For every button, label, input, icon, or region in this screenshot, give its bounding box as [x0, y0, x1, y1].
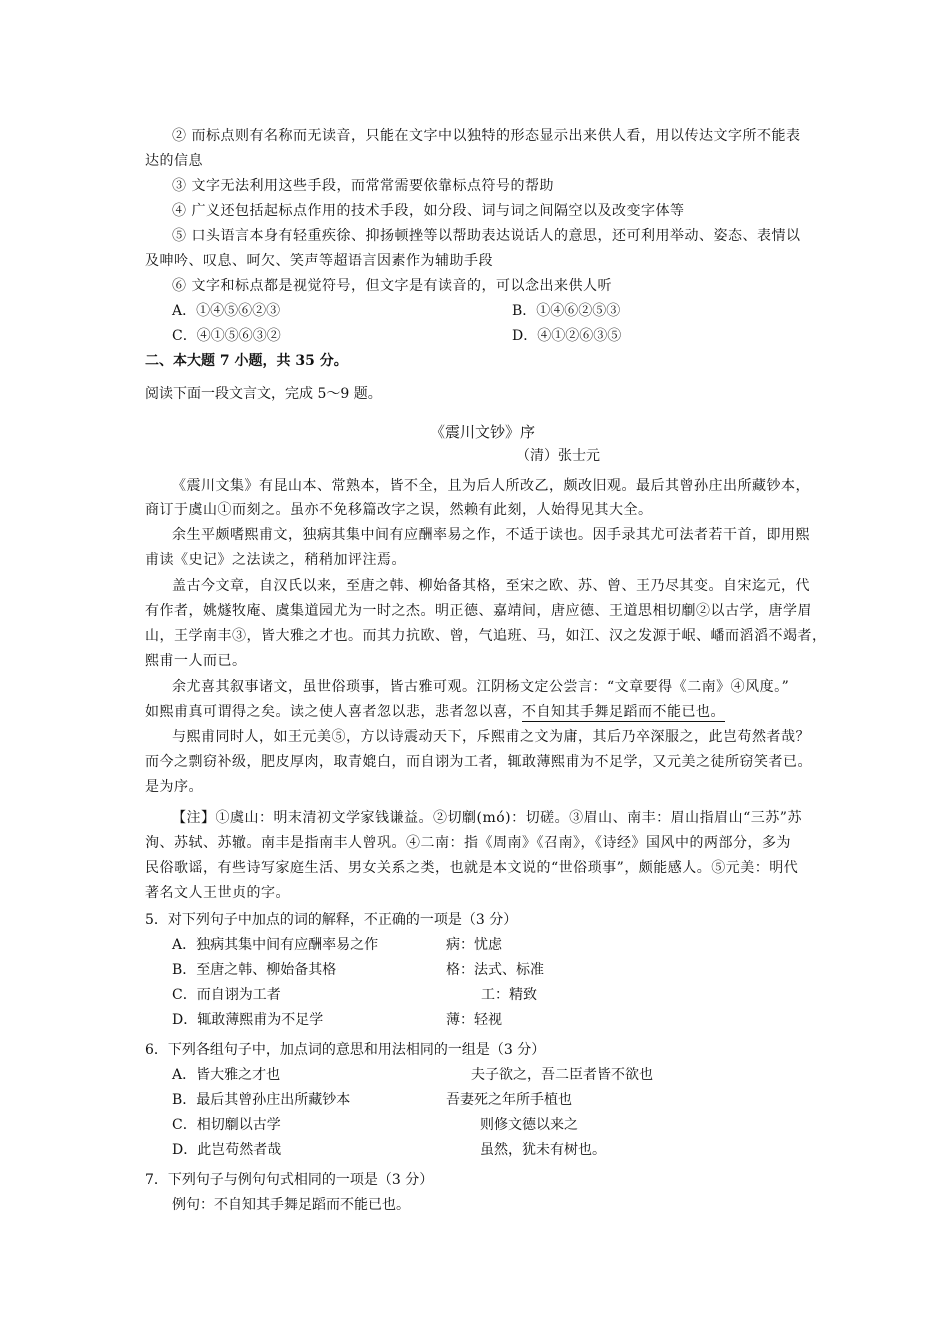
q7-example: 例句：不自知其手舞足蹈而不能已也。 — [172, 1197, 410, 1213]
passage-line-7: 山，王学南丰③，皆大雅之才也。而其力抗欧、曾，气追班、马，如江、汉之发源于岷、嶓而滔滔不竭者， — [145, 628, 827, 644]
q6-option-c-left: C．相切劘以古学 — [172, 1117, 281, 1133]
q5-gloss-c: 工：精致 — [481, 987, 537, 1003]
passage-line-13: 是为序。 — [145, 779, 203, 795]
q6-option-d-right: 虽然，犹未有树也。 — [480, 1142, 606, 1158]
notes-line-3: 民俗歌谣，有些诗写家庭生活、男女关系之类，也就是本文说的“世俗琐事”，颇能感人。⑤元美：明代 — [145, 860, 799, 876]
passage-line-4: 甫读《史记》之法读之，稍稍加评注焉。 — [145, 552, 406, 568]
q4-item-2-line2: 达的信息 — [145, 153, 203, 169]
q4-item-4: ④ 广义还包括起标点作用的技术手段，如分段、词与词之间隔空以及改变字体等 — [172, 203, 685, 219]
passage-line-12: 而今之剽窃补级，肥皮厚肉，取青媲白，而自诩为工者，辄敢薄熙甫为不足学，又元美之徒所窃笑者已。 — [145, 754, 812, 770]
q6-option-a-left: A．皆大雅之才也 — [172, 1067, 281, 1083]
q4-option-c: C．④①⑤⑥③② — [172, 328, 281, 344]
q6-stem: 6．下列各组句子中，加点词的意思和用法相同的一组是（3 分） — [145, 1042, 546, 1058]
q5-gloss-a: 病：忧虑 — [446, 937, 502, 953]
passage-line-10 — [145, 702, 725, 722]
section-2-heading: 二、本大题 7 小题，共 35 分。 — [145, 353, 348, 369]
passage-line-8: 熙甫一人而已。 — [145, 653, 247, 669]
q5-stem: 5．对下列句子中加点的词的解释，不正确的一项是（3 分） — [145, 912, 518, 928]
q6-option-b-right: 吾妻死之年所手植也 — [446, 1092, 572, 1108]
q6-option-b-left: B．最后其曾孙庄出所藏钞本 — [172, 1092, 351, 1108]
notes-line-2: 洵、苏轼、苏辙。南丰是指南丰人曾巩。④二南：指《周南》《召南》，《诗经》国风中的两部分，多为 — [145, 835, 791, 851]
q4-item-6: ⑥ 文字和标点都是视觉符号，但文字是有读音的，可以念出来供人听 — [172, 278, 612, 294]
q4-item-5-line2: 及呻吟、叹息、呵欠、笑声等超语言因素作为辅助手段 — [145, 253, 493, 269]
q6-option-a-right: 夫子欲之，吾二臣者皆不欲也 — [471, 1067, 653, 1083]
section-2-intro: 阅读下面一段文言文，完成 5～9 题。 — [145, 386, 382, 402]
passage-line-5: 盖古今文章，自汉氏以来，至唐之韩、柳始备其格，至宋之欧、苏、曾、王乃尽其变。自宋迄元，代 — [172, 578, 810, 594]
passage-line-11: 与熙甫同时人，如王元美⑤，方以诗震动天下，斥熙甫之文为庸，其后乃卒深服之，此岂苟然者哉？ — [172, 729, 810, 745]
q5-gloss-d: 薄：轻视 — [446, 1012, 502, 1028]
q4-item-3: ③ 文字无法利用这些手段，而常常需要依靠标点符号的帮助 — [172, 178, 554, 194]
q7-stem: 7．下列句子与例句句式相同的一项是（3 分） — [145, 1172, 434, 1188]
q4-option-b: B．①④⑥②⑤③ — [512, 303, 621, 319]
passage-line-3: 余生平颇嗜熙甫文，独病其集中间有应酬率易之作，不适于读也。因手录其尤可法者若干首，即用熙 — [172, 527, 810, 543]
passage-title: 《震川文钞》序 — [430, 423, 536, 441]
q5-option-a: A．独病其集中间有应酬率易之作 — [172, 937, 379, 953]
q6-option-c-right: 则修文德以来之 — [480, 1117, 578, 1133]
passage-line-2: 商订于虞山①而刻之。虽亦不免移篇改字之误，然赖有此刻，人始得见其大全。 — [145, 502, 653, 518]
q4-option-d: D．④①②⑥③⑤ — [512, 328, 622, 344]
q5-option-c: C．而自诩为工者 — [172, 987, 281, 1003]
q5-gloss-b: 格：法式、标准 — [446, 962, 544, 978]
q4-item-5-line1: ⑤ 口头语言本身有轻重疾徐、抑扬顿挫等以帮助表达说话人的意思，还可利用举动、姿态、表情以 — [172, 228, 801, 244]
notes-line-1: 【注】①虞山：明末清初文学家钱谦益。②切劘(mó)：切磋。③眉山、南丰：眉山指眉山“三苏”苏 — [172, 810, 802, 826]
q5-option-d: D．辄敢薄熙甫为不足学 — [172, 1012, 324, 1028]
passage-line-9: 余尤喜其叙事诸文，虽世俗琐事，皆古雅可观。江阴杨文定公尝言：“文章要得《二南》④风度。” — [172, 679, 790, 695]
notes-line-4: 著名文人王世贞的字。 — [145, 885, 290, 901]
passage-line-6: 有作者，姚燧牧庵、虞集道园尤为一时之杰。明正德、嘉靖间，唐应德、王道思相切劘②以古学，唐学眉 — [145, 603, 812, 619]
q6-option-d-left: D．此岂苟然者哉 — [172, 1142, 282, 1158]
q4-item-2-line1: ② 而标点则有名称而无读音，只能在文字中以独特的形态显示出来供人看，用以传达文字所不能表 — [172, 128, 801, 144]
q5-option-b: B．至唐之韩、柳始备其格 — [172, 962, 337, 978]
passage-author: （清）张士元 — [516, 448, 600, 464]
q4-option-a: A．①④⑤⑥②③ — [172, 303, 281, 319]
passage-line-1: 《震川文集》有昆山本、常熟本，皆不全，且为后人所改乙，颇改旧观。最后其曾孙庄出所藏钞本， — [172, 478, 810, 494]
underlined-sentence: 不自知其手舞足蹈而不能已也。 — [522, 704, 725, 720]
passage-line-10-text: 如熙甫真可谓得之矣。读之使人喜者忽以悲，悲者忽以喜， — [145, 704, 522, 720]
